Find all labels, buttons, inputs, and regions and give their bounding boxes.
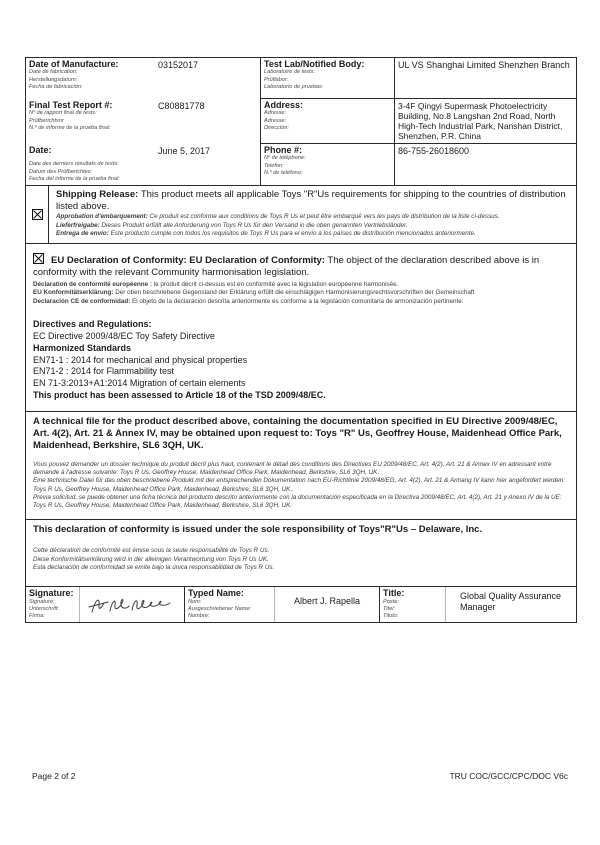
responsibility-translations: [33, 547, 569, 573]
signature-sub-fr: Signature:: [29, 598, 55, 605]
eu-translation-fr-text: le produit décrit ci-dessus est en conformité avec la législation européenne harmonisée.: [153, 280, 399, 288]
date-label-cell: [26, 144, 156, 185]
eu-declaration-section: [26, 243, 576, 411]
title-value: Global Quality Assurance Manager: [445, 587, 576, 622]
final-test-report-label-cell: [26, 99, 156, 144]
address-value: 3-4F Qingyi Supermask Photoelectricity Building, No.8 Langshan 2nd Road, North High-Tech Industrial Park, Nanshan District, Shenzhen, P.R. China: [394, 99, 576, 144]
signature-sub-de: Unterschrift:: [29, 605, 60, 612]
date-label: Date:: [29, 145, 52, 156]
eu-translation-es: [33, 298, 569, 307]
harmonized-standards-heading: Harmonized Standards: [33, 342, 132, 353]
eu-translation-fr: [33, 281, 569, 290]
shipping-translation-de-text: Dieses Produkt erfüllt alle Anforderung von Toys R Us für den Versand in die oben genannten Vertriebsländer.: [101, 221, 408, 229]
typed-name-sub-de: Ausgeschriebener Name:: [188, 605, 252, 612]
date-sub-de: Datum des Prüfberichtes:: [29, 168, 93, 175]
date-of-manufacture-value: 03152017: [158, 60, 199, 70]
address-label-cell: [260, 99, 394, 144]
technical-translations: [33, 461, 569, 511]
shipping-translation-fr: [56, 213, 569, 221]
eu-translation-de: [33, 289, 569, 298]
final-test-report-sub-fr: Nº de rapport final de tests:: [29, 110, 97, 117]
address-sub-de: Adresse:: [264, 117, 287, 124]
eu-translation-de-lead: EU Konformitätserklärung:: [33, 289, 114, 297]
eu-translation-es-lead: Declaración CE de conformidad:: [33, 297, 131, 305]
page-number: Page 2 of 2: [32, 771, 76, 781]
title-sub-fr: Poste:: [383, 598, 399, 605]
final-test-report-sub-es: N.º de informe de la prueba final:: [29, 124, 111, 131]
directives-block: [33, 319, 569, 401]
date-sub-es: Fecha del informe de la prueba final:: [29, 175, 120, 182]
eu-translation-de-text: Der oben beschriebene Gegenstand der Erklärung erfüllt die einschlägigen Harmonisierungsrechtsvorschriften der Gemeinschaft: [115, 289, 475, 297]
typed-name-sub-fr: Nom:: [188, 598, 202, 605]
date-sub-fr: Date des derniers résultats de tests:: [29, 161, 119, 168]
typed-name-sub-es: Nombre:: [188, 613, 210, 620]
standard-en71-2: EN71-2 : 2014 for Flammability test: [33, 366, 175, 377]
date-of-manufacture-sub-de: Herstellungsdatum:: [29, 76, 78, 83]
signature-table: [26, 586, 576, 622]
responsibility-translation-de: Diese Konformitätserklärung wird in der alleinigen Verantwortung von Toys R Us UK.: [33, 555, 269, 563]
test-lab-value: UL VS Shanghai Limited Shenzhen Branch: [394, 58, 576, 99]
eu-declaration-heading: [33, 253, 569, 279]
title-label-cell: [379, 587, 445, 622]
responsibility-section: [26, 519, 576, 586]
shipping-release-statement: This product meets all applicable Toys "R"Us requirements for shipping to the countries of distribution listed above.: [56, 189, 566, 212]
test-lab-label: Test Lab/Notified Body:: [264, 59, 365, 69]
shipping-translation-de-lead: Lieferfreigabe:: [56, 221, 100, 229]
signature-sub-es: Firma:: [29, 613, 45, 620]
shipping-translation-es-text: Este producto cumple con todos los requisitos de Toys R Us para el envío a los países de distribución mencionados anteriormente.: [110, 229, 476, 237]
shipping-translation-es-lead: Entrega de envío:: [56, 229, 109, 237]
final-test-report-label: Final Test Report #:: [29, 100, 113, 110]
eu-declaration-statement: The object of the declaration described above is in conformity with the relevant Community harmonisation legislation.: [33, 255, 540, 279]
responsibility-translation-es: Esta declaración de conformidad se emite bajo la única responsabilidad de Toys R Us.: [33, 564, 275, 572]
typed-name-value: Albert J. Rapella: [274, 587, 379, 622]
checked-checkbox-icon: [32, 209, 43, 220]
test-lab-sub-de: Prüflabor:: [264, 76, 289, 83]
final-test-report-value: C80881778: [158, 101, 205, 111]
shipping-translation-es: [56, 230, 569, 238]
phone-label-cell: [260, 144, 394, 185]
shipping-release-label: Shipping Release:: [56, 189, 139, 201]
date-of-manufacture-sub-fr: Date de fabrication:: [29, 69, 78, 76]
date-of-manufacture-label-cell: [26, 58, 156, 99]
phone-sub-es: N.º de teléfono:: [264, 169, 303, 176]
shipping-translation-de: [56, 222, 569, 230]
signature-value-cell: [79, 587, 184, 622]
typed-name-label-cell: [184, 587, 274, 622]
title-sub-de: Titel:: [383, 605, 396, 612]
phone-value: 86-755-26018600: [394, 144, 576, 185]
phone-label: Phone #:: [264, 145, 303, 156]
signature-label: Signature:: [29, 588, 74, 599]
eu-translation-es-text: El objeto de la declaración descrita anteriormente es conforme a la legislación comunitaria de armonización pertinente:: [132, 297, 464, 305]
address-label: Address:: [264, 100, 304, 110]
date-of-manufacture-label: Date of Manufacture:: [29, 59, 119, 69]
shipping-release-text: [56, 189, 569, 212]
technical-file-section: [26, 411, 576, 519]
eu-translation-fr-lead: Déclaration de conformité européenne :: [33, 280, 152, 288]
address-sub-es: Dirección:: [264, 124, 289, 131]
date-of-manufacture-sub-es: Fecha de fabricación:: [29, 83, 83, 90]
phone-sub-de: Telefon:: [264, 162, 284, 169]
responsibility-statement: This declaration of conformity is issued under the sole responsibility of Toys"R"Us – Delaware, Inc.: [33, 524, 483, 536]
technical-translation-fr: Vous pouvez demander un dossier technique du produit décrit plus haut, contenant le détail des conditions des Directives EU 2009/48/EC, Art. 4(2), Art. 21 & Annex IV en adressant votre demande à l'adresse suivante: Toys R Us, Geoffrey House, Maidenhead Office Park, Maidenhead, Berkshire, SL6 3QH, UK.: [33, 460, 552, 477]
test-lab-label-cell: [260, 58, 394, 99]
signature-scribble: [86, 592, 178, 618]
final-test-report-sub-de: Prüfberichtsnr: [29, 117, 64, 124]
title-sub-es: Titulo:: [383, 613, 399, 620]
technical-translation-es: Previa solicitud, se puede obtener una ficha técnica del producto descrito anteriormente con la documentación especificada en la Directiva 2009/48/EC, Art. 4(2), Art. 21 y Anexo IV de la UE: Toys R Us, Geoffrey House, Maidenhead Office Park, Maidenhead, Berkshire, SL6 3QH, UK.: [33, 494, 562, 510]
test-lab-sub-es: Laboratorio de pruebas:: [264, 83, 324, 90]
shipping-translation-fr-lead: Approbation d'embarquement:: [56, 213, 148, 221]
document-reference-code: TRU COC/GCC/CPC/DOC V6c: [449, 771, 568, 781]
declaration-of-conformity-form: [25, 57, 577, 623]
standard-en71-1: EN71-1 : 2014 for mechanical and physical properties: [33, 354, 248, 365]
title-label: Title:: [383, 588, 405, 599]
date-value: June 5, 2017: [158, 146, 211, 157]
test-lab-sub-fr: Laboratoire de tests:: [264, 69, 315, 76]
checked-checkbox-icon: [33, 253, 44, 264]
typed-name-label: Typed Name:: [188, 588, 244, 599]
shipping-release-body: [49, 186, 576, 243]
standard-en71-3: EN 71-3:2013+A1:2014 Migration of certain elements: [33, 377, 246, 388]
phone-sub-fr: Nº de téléphone:: [264, 155, 306, 162]
directives-heading: Directives and Regulations:: [33, 319, 152, 330]
address-sub-fr: Adresse:: [264, 110, 287, 117]
assessed-statement: This product has been assessed to Article 18 of the TSD 2009/48/EC.: [33, 389, 326, 400]
technical-translation-de: Eine technische Datei für das oben beschriebene Produkt mit der entsprechenden Dokumentation nach EU-Richtlinie 2009/48/EG, Art. 4(2), Art. 21 & Anhang IV kann hier angefordert werden: Toys R Us, Geoffrey House, Maidenhead Office Park, Maidenhead, Berkshire, SL6 3QH, UK..: [33, 477, 566, 493]
eu-declaration-label: EU Declaration of Conformity: EU Declaration of Conformity:: [51, 255, 325, 267]
shipping-translation-fr-text: Ce produit est conforme aux conditions de Toys R Us et peut être embarqué vers les pays de distribution de la liste ci-dessus.: [149, 213, 500, 221]
shipping-release-section: [26, 185, 576, 243]
technical-file-statement: A technical file for the product described above, containing the documentation specified in EU Directive 2009/48/EC, Art. 4(2), Art. 21 & Annex IV, may be obtained upon request to: Toys "R" Us, Geoffrey House, Maidenhead Office Park, Maidenhead, Berkshire, SL6 3QH, UK.: [33, 416, 562, 451]
shipping-release-checkbox-cell: [26, 186, 49, 243]
signature-label-cell: [26, 587, 79, 622]
info-table: [26, 58, 576, 185]
responsibility-translation-fr: Cette déclaration de conformité est émise sous la seule responsabilité de Toys R Us.: [33, 547, 270, 555]
directive-line-1: EC Directive 2009/48/EC Toy Safety Directive: [33, 331, 215, 342]
